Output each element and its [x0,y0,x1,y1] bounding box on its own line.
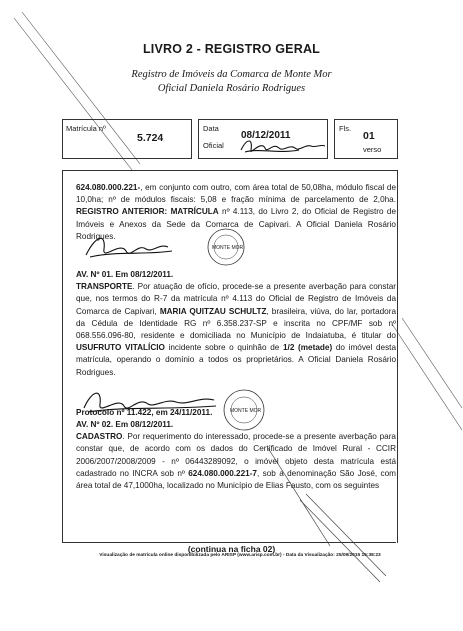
share-fraction: 1/2 (metade) [283,343,333,353]
usufruct-label: USUFRUTO VITALÍCIO [76,343,165,353]
av1-text-1: . Por atuação de ofício, procede-se a presente averbação para constar que, nos termos do R-7 da matrícula nº 4.113 do Oficial de Registro de Imóveis da Comarca de Capivari, [76,282,396,316]
signature-seal-1 [76,225,256,275]
av2-text-2: , sob a denominação São José, com área total de 47,1000ha, localizado no Município de Elias Fausto, com os seguintes [76,468,396,491]
av1-heading: AV. Nº 01. Em 08/12/2011. [76,270,174,280]
incra-code: 624.080.000.221-7 [188,468,257,478]
date-value: 08/12/2011 [241,130,291,141]
incra-number: 624.080.000.221- [76,183,141,192]
av2-paragraph [76,431,396,492]
footer-rule [62,542,396,543]
sheet-number: 01 [363,130,375,142]
header-signature [239,134,327,158]
sheet-label: Fls. [339,124,352,133]
book-title: LIVRO 2 - REGISTRO GERAL [142,42,321,56]
protocol-line: Protocolo nº 11.422, em 24/11/2011. [76,407,213,417]
av1-text-2: , brasileira, viúva, do lar, portadora da Cédula de Identidade RG nº 6.358.237-SP e inscrita no CPF/MF sob nº 068.556.096-80, residente e domiciliada no Município de Indaiatuba, é titular do [76,306,397,341]
previous-registry-text: nº 4.113, do Livro 2, do Oficial de Registro de Imóveis e Anexos da Sede da Comarca de Capivari. A Oficial Daniela Rosário Rodrigues. [76,207,396,241]
av1-title: TRANSPORTE [76,282,133,292]
matricula-label: Matrícula nº [66,124,106,133]
registry-name: Registro de Imóveis da Comarca de Monte Mor [131,69,332,80]
av2-title: CADASTRO [76,432,123,442]
seal-city-1: MONTE MOR [212,245,244,251]
officer-name: Oficial Daniela Rosário Rodrigues [157,83,306,94]
verso-label: verso [363,145,382,154]
usufruct-holder: MARIA QUITZAU SCHULTZ [159,306,267,316]
matricula-box [62,119,192,159]
av2-text-1: . Por requerimento do interessado, procede-se a presente averbação para constar que, de acordo com os dados do Certificado de Imóvel Rural - CCIR 2006/2007/2008/2009 - nº 06443289092, o imóvel objeto desta matrícula está cadastrado no INCRA sob nº [76,432,396,478]
av2-heading: AV. Nº 02. Em 08/12/2011. [76,420,174,430]
visualization-note: Visualização de matrícula online disponibilizada pelo ARISP (www.arisp.com.br) - Data da Visualização: 25/09/2015 15:38:23 [99,553,381,558]
date-label: Data [203,124,219,133]
signature-seal-2 [76,378,276,438]
av1-paragraph [76,281,396,379]
previous-registry-label: REGISTRO ANTERIOR: MATRÍCULA [76,207,219,217]
seal-city-2: MONTE MOR [230,408,262,414]
matricula-number: 5.724 [137,132,164,144]
area-text: , em conjunto com outro, com área total de 50,08ha, módulo fiscal de 10,0ha; nº de módulos fiscais: 5,08 e fração mínima de parcelamento de 2,0ha. [76,183,396,205]
date-box [198,119,328,159]
sheet-box [334,119,398,159]
av1-text-3: incidente sobre o quinhão de [164,343,283,353]
av1-text-4: do imóvel desta matrícula, operando o domínio a todos os proprietários. A Oficial Daniela Rosário Rodrigues. [76,343,397,377]
continues-note: (continua na ficha 02) [187,544,276,554]
officer-label: Oficial [203,141,224,150]
